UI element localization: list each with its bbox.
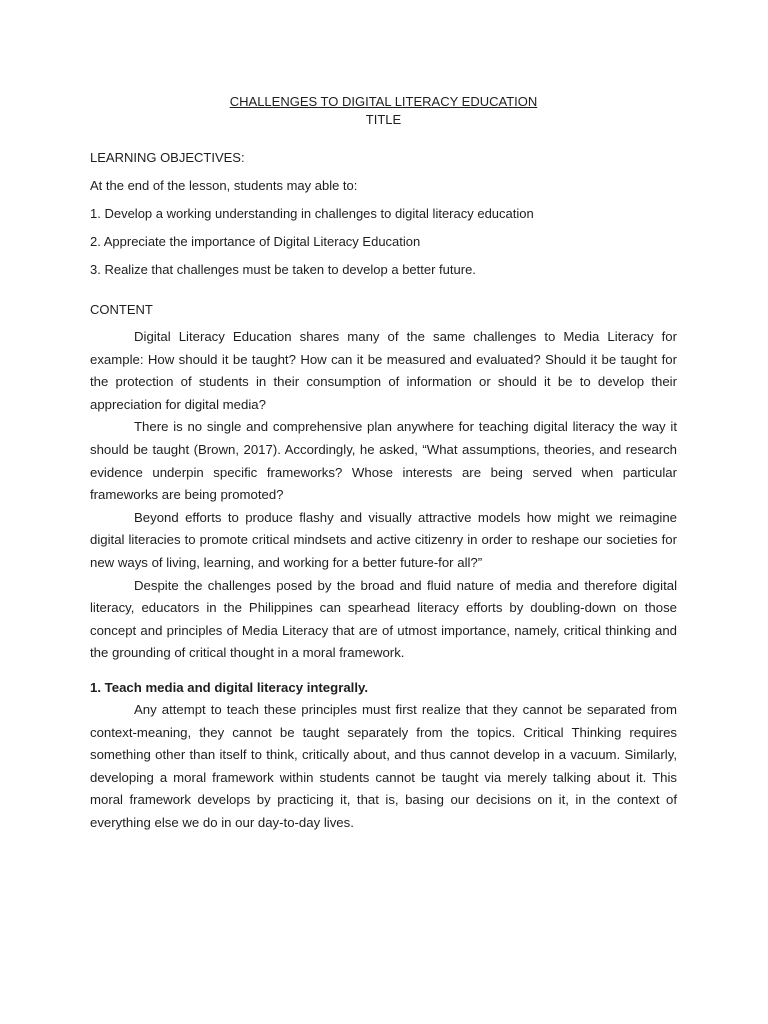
document-subtitle: TITLE <box>365 112 402 127</box>
content-paragraph-3: Beyond efforts to produce flashy and visually attractive models how might we reimagine digital literacies to promote critical mindsets and active citizenry in order to reshape our societies for new ways of living, learning, and working for a better future-for all?” <box>90 509 677 570</box>
content-paragraph-2: There is no single and comprehensive plan anywhere for teaching digital literacy the way it should be taught (Brown, 2017). Accordingly, he asked, “What assumptions, theories, and research evidence underpin specific frameworks? Whose interests are being served when particular frameworks are being promoted? <box>90 419 677 503</box>
document-page <box>90 93 677 834</box>
content-heading: CONTENT <box>90 302 153 317</box>
section-1-paragraph: Any attempt to teach these principles must first realize that they cannot be separated from context-meaning, they cannot be taught separately from the topics. Critical Thinking requires something other than itself to think, critically about, and thus cannot develop in a vacuum. Similarly, developing a moral framework within students cannot be taught via merely talking about it. This moral framework develops by practicing it, that is, basing our decisions on it, in the context of everything else we do in our day-to-day lives. <box>90 701 677 830</box>
objective-item-1: 1. Develop a working understanding in challenges to digital literacy education <box>90 206 534 221</box>
objectives-heading: LEARNING OBJECTIVES: <box>90 150 245 165</box>
objective-item-2: 2. Appreciate the importance of Digital Literacy Education <box>90 234 421 249</box>
content-paragraph-1: Digital Literacy Education shares many of the same challenges to Media Literacy for example: How should it be taught? How can it be measured and evaluated? Should it be taught for the protection of students in their consumption of information or should it be to develop their appreciation for digital media? <box>90 329 677 412</box>
content-paragraph-4: Despite the challenges posed by the broad and fluid nature of media and therefore digital literacy, educators in the Philippines can spearhead literacy efforts by doubling-down on those concept and principles of Media Literacy that are of utmost importance, namely, critical thinking and the grounding of critical thought in a moral framework. <box>90 577 677 661</box>
document-title: CHALLENGES TO DIGITAL LITERACY EDUCATION <box>229 94 538 109</box>
section-1-heading: 1. Teach media and digital literacy integrally. <box>90 679 369 695</box>
objectives-intro: At the end of the lesson, students may able to: <box>90 178 358 193</box>
objective-item-3: 3. Realize that challenges must be taken to develop a better future. <box>90 262 476 277</box>
